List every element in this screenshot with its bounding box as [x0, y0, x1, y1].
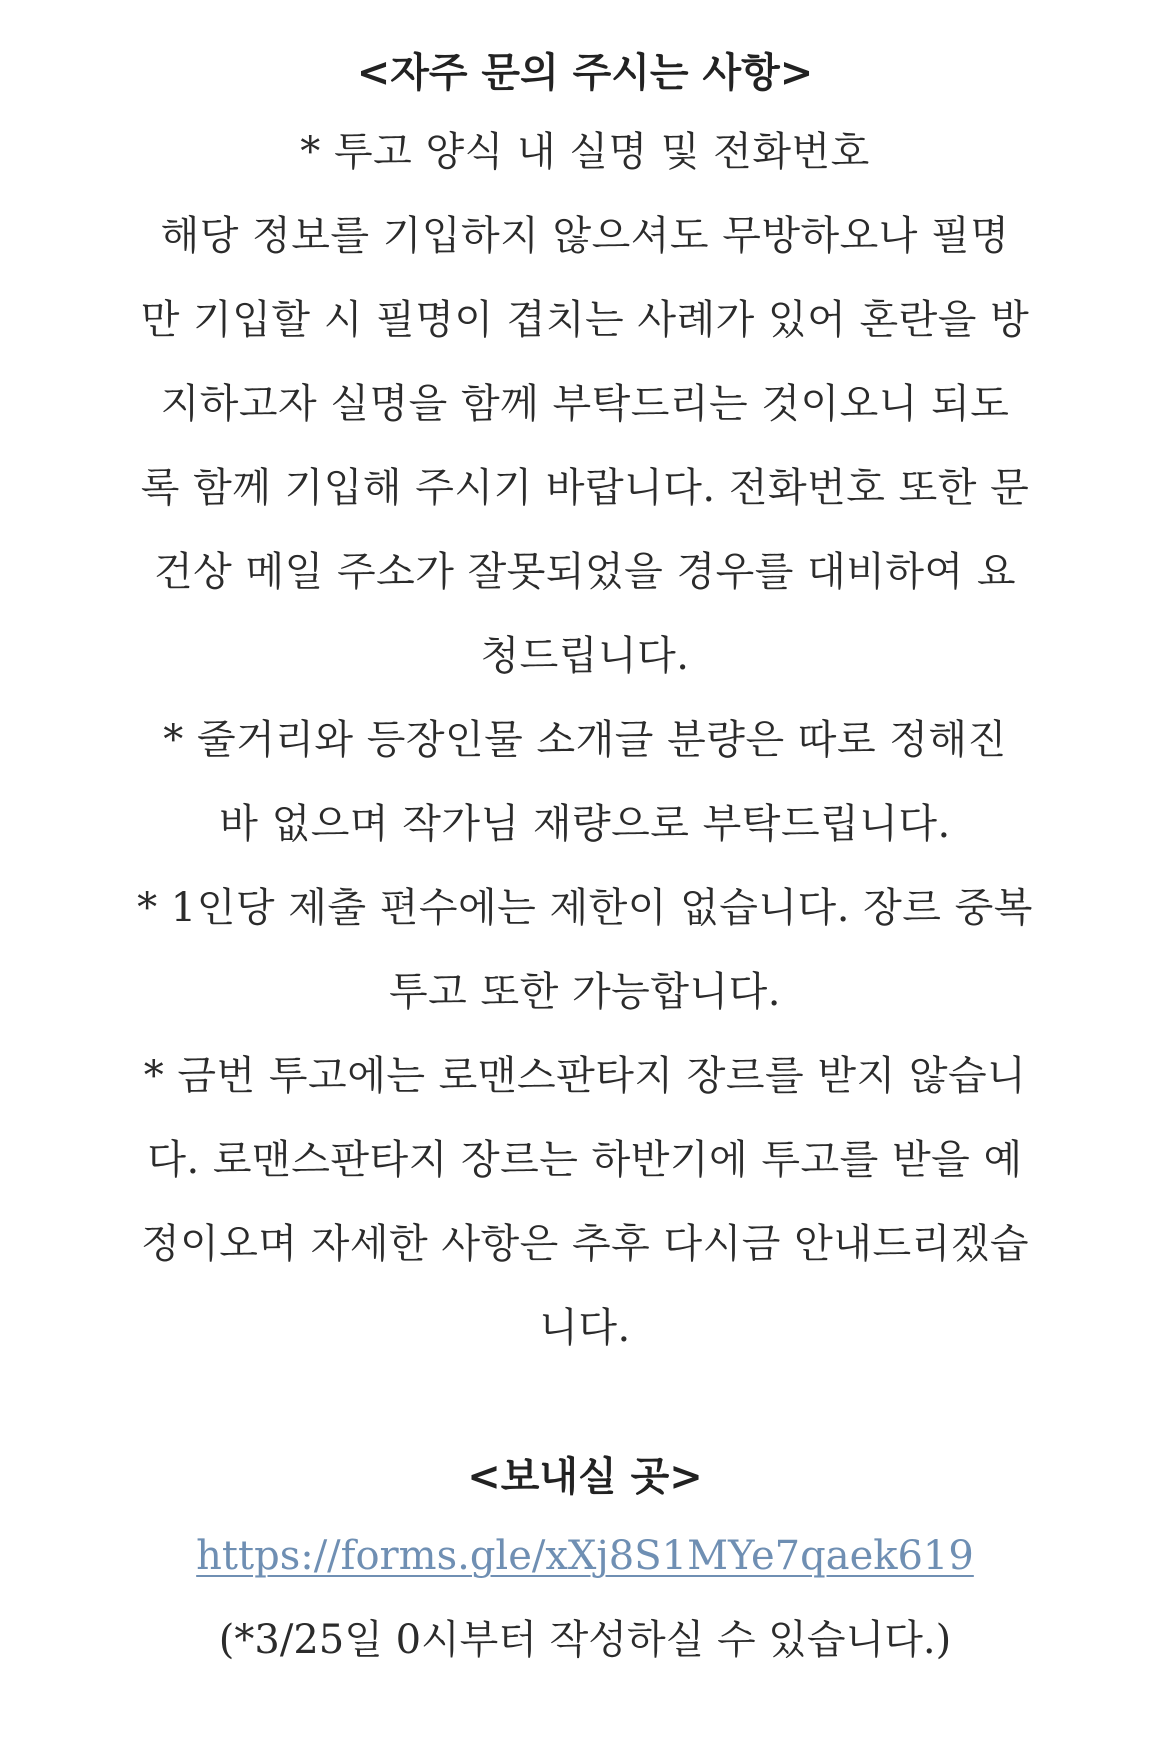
faq-line: 건상 메일 주소가 잘못되었을 경우를 대비하여 요	[153, 549, 1017, 595]
send-section	[60, 1440, 1110, 1682]
faq-line: 투고 또한 가능합니다.	[389, 969, 781, 1015]
faq-line: 정이오며 자세한 사항은 추후 다시금 안내드리겠습	[140, 1221, 1029, 1267]
faq-line: * 투고 양식 내 실명 및 전화번호	[300, 129, 870, 175]
faq-line: 바 없으며 작가님 재량으로 부탁드립니다.	[219, 801, 951, 847]
faq-title: <자주 문의 주시는 사항>	[356, 49, 814, 96]
faq-section	[60, 36, 1110, 1370]
faq-line: * 금번 투고에는 로맨스판타지 장르를 받지 않습니	[143, 1053, 1027, 1099]
faq-line: 지하고자 실명을 함께 부탁드리는 것이오니 되도	[160, 381, 1010, 427]
section-spacer	[60, 1370, 1110, 1440]
form-link[interactable]: https://forms.gle/xXj8S1MYe7qaek619	[196, 1533, 974, 1579]
faq-line: 만 기입할 시 필명이 겹치는 사례가 있어 혼란을 방	[140, 297, 1030, 343]
faq-line: 다. 로맨스판타지 장르는 하반기에 투고를 받을 예	[147, 1137, 1023, 1183]
faq-line: 해당 정보를 기입하지 않으셔도 무방하오나 필명	[160, 213, 1010, 259]
availability-note: (*3/25일 0시부터 작성하실 수 있습니다.)	[218, 1617, 952, 1663]
faq-line: 록 함께 기입해 주시기 바랍니다. 전화번호 또한 문	[140, 465, 1030, 511]
send-title: <보내실 곳>	[467, 1453, 703, 1500]
faq-line: 청드립니다.	[480, 633, 690, 679]
faq-line: * 1인당 제출 편수에는 제한이 없습니다. 장르 중복	[137, 885, 1033, 931]
faq-line: * 줄거리와 등장인물 소개글 분량은 따로 정해진	[163, 717, 1007, 763]
faq-line: 니다.	[539, 1305, 631, 1351]
